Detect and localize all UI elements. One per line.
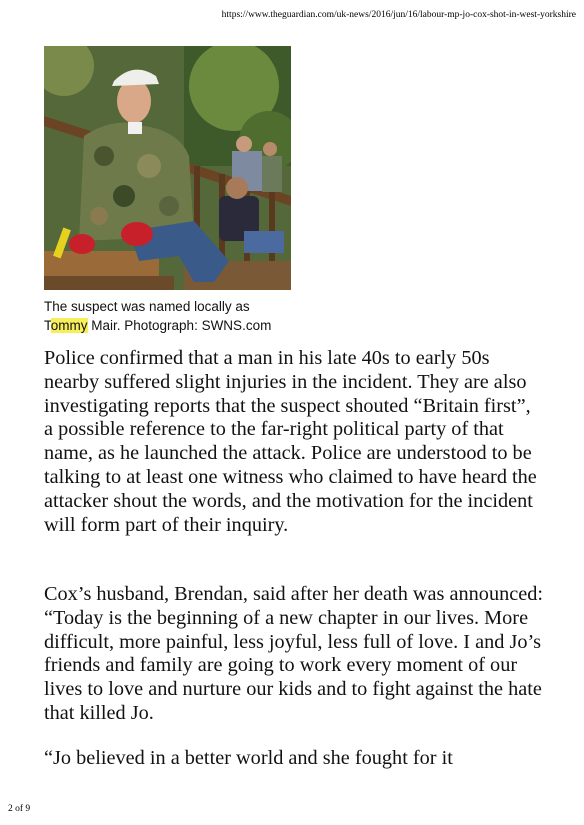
page-indicator: 2 of 9 xyxy=(8,804,31,814)
suspect-photo xyxy=(44,46,291,290)
article-paragraph-3: “Jo believed in a better world and she fought for it xyxy=(44,747,453,769)
caption-line-1: The suspect was named locally as xyxy=(44,299,250,314)
photo-caption xyxy=(44,297,304,335)
page-url: https://www.theguardian.com/uk-news/2016/jun/16/labour-mp-jo-cox-shot-in-west-yorkshire xyxy=(221,10,576,20)
caption-rest: Mair. Photograph: SWNS.com xyxy=(87,318,272,333)
article-paragraph-1: Police confirmed that a man in his late 40s to early 50s nearby suffered slight injuries in the incident. They are also investigating reports that the suspect shouted “Britain first”, a possible reference to the far-right political party of that name, as he launched the attack. Police are understood to be talking to at least one witness who claimed to have heard the attacker shout the words, and the motivation for the incident will form part of their inquiry. xyxy=(44,347,537,536)
article-paragraph-2: Cox’s husband, Brendan, said after her death was announced: “Today is the beginning of a new chapter in our lives. More difficult, more painful, less joyful, less full of love. I and Jo’s friends and family are going to work every moment of our lives to love and nurture our kids and to fight against the hate that killed Jo. xyxy=(44,583,543,724)
caption-highlight: ommy xyxy=(50,318,88,333)
caption-prefix: T xyxy=(44,318,51,333)
